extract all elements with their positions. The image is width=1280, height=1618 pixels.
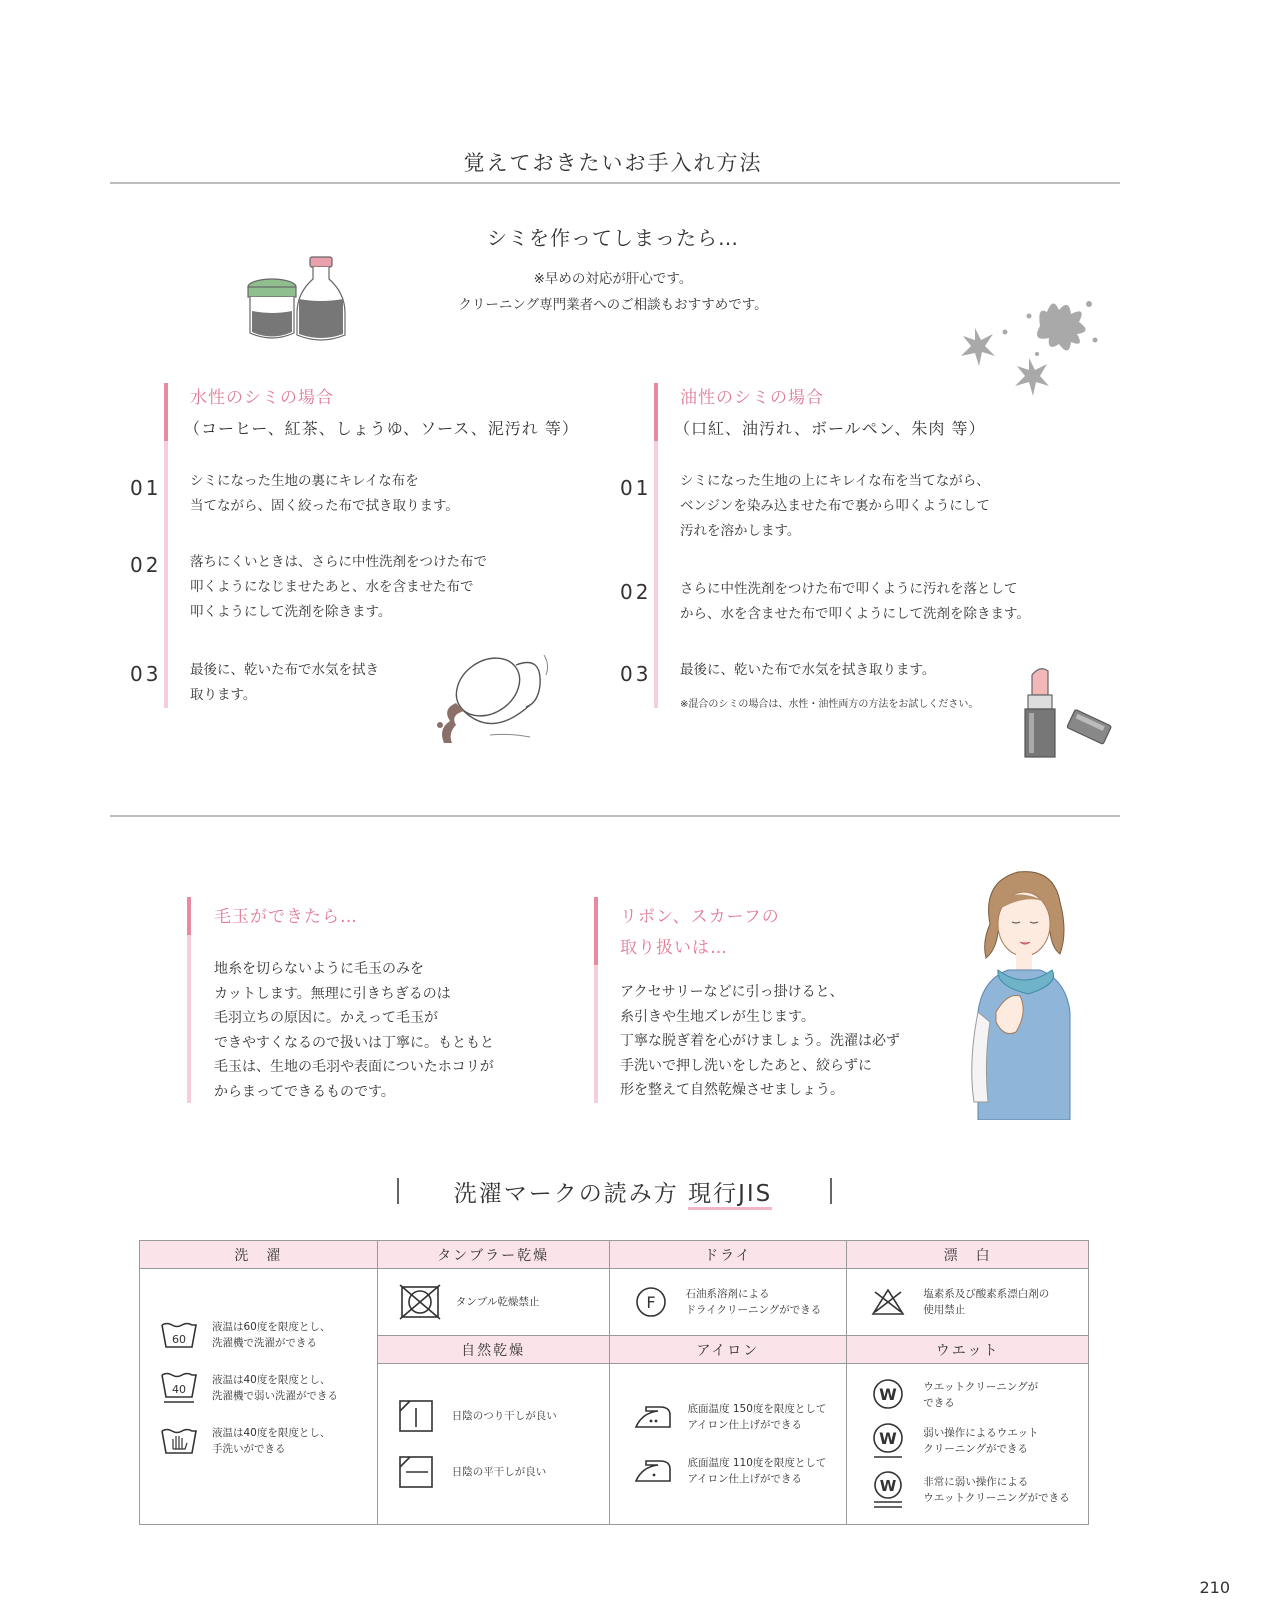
dry-item [634, 1285, 846, 1319]
spilled-cup-illustration [430, 645, 560, 745]
iron-label [688, 1455, 827, 1487]
ribbon-text [620, 980, 900, 1103]
wet-label [923, 1474, 1069, 1506]
no-tumble-dry-icon [398, 1284, 442, 1320]
stain-intro-line-1: ※早めの対応が肝心です。 [533, 271, 693, 287]
wash-60-icon [160, 1321, 198, 1349]
natural-dry-item [398, 1455, 608, 1489]
label-line: ウエットクリーニングが [923, 1381, 1039, 1393]
tumble-cell [377, 1269, 609, 1336]
wet-label [923, 1379, 1038, 1411]
wet-clean-mild-icon [871, 1422, 905, 1460]
oil-step-number: 01 [620, 476, 652, 500]
dry-clean-f-icon [634, 1285, 668, 1319]
ribbon-column-bar [594, 897, 598, 1103]
splash-illustration [945, 276, 1115, 406]
iron-label [688, 1401, 827, 1433]
jis-title-bar-right [830, 1178, 832, 1204]
ribbon-heading [620, 902, 780, 964]
step-line: ベンジンを染み込ませた布で裏から叩くようにして [680, 498, 990, 514]
ribbon-heading-line: リボン、スカーフの [620, 907, 780, 927]
step-line: 最後に、乾いた布で水気を拭き [190, 662, 379, 678]
natural-dry-cell [377, 1364, 609, 1525]
label-line: 液温は40度を限度とし、 [212, 1374, 331, 1386]
text-line: 毛羽立ちの原因に。かえって毛玉が [214, 1010, 438, 1026]
step-line: 最後に、乾いた布で水気を拭き取ります。 [680, 662, 936, 678]
wet-cell [847, 1364, 1089, 1525]
oil-step-number: 03 [620, 662, 652, 686]
text-line: 形を整えて自然乾燥させましょう。 [620, 1082, 844, 1098]
oil-stain-examples: （口紅、油汚れ、ボールペン、朱肉 等） [674, 419, 986, 438]
step-line: 汚れを溶かします。 [680, 523, 801, 539]
label-line: 底面温度 150度を限度として [687, 1403, 827, 1415]
wet-item [871, 1378, 1087, 1412]
page-title: 覚えておきたいお手入れ方法 [463, 151, 763, 175]
oil-column-bar [654, 383, 658, 708]
wash-item [160, 1319, 377, 1351]
no-bleach-icon [871, 1288, 905, 1316]
label-line: 塩素系及び酸素系漂白剤の [923, 1288, 1050, 1300]
jars-illustration [243, 253, 353, 345]
step-line: 落ちにくいときは、さらに中性洗剤をつけた布で [190, 554, 487, 570]
dry-letter: F [645, 1293, 656, 1312]
dry-cell [609, 1269, 847, 1336]
natural-dry-item [398, 1399, 608, 1433]
wet-letter: W [879, 1477, 897, 1495]
line-dry-shade-icon [398, 1399, 434, 1433]
stain-section-title: シミを作ってしまったら… [487, 226, 739, 250]
oil-step-3 [680, 658, 935, 683]
mixed-stain-note: ※混合のシミの場合は、水性・油性両方の方法をお試しください。 [680, 699, 979, 710]
label-line: 非常に弱い操作による [923, 1476, 1029, 1488]
header-natural-dry: 自然乾燥 [377, 1336, 609, 1364]
label-line: 液温は40度を限度とし、 [212, 1427, 331, 1439]
step-line: 当てながら、固く絞った布で拭き取ります。 [190, 498, 459, 514]
title-divider [110, 182, 1120, 184]
section-divider [110, 815, 1120, 817]
wet-item [871, 1470, 1087, 1510]
oil-step-1 [680, 469, 990, 544]
text-line: 毛玉は、生地の毛羽や表面についたホコリが [214, 1059, 494, 1075]
iron-110-icon [634, 1457, 672, 1485]
bleach-item [871, 1286, 1087, 1318]
header-dry: ドライ [609, 1241, 847, 1269]
label-line: アイロン仕上げができる [687, 1419, 803, 1431]
oil-step-number: 02 [620, 580, 652, 604]
water-step-number: 03 [130, 662, 162, 686]
jis-title-highlight: 現行JIS [688, 1181, 772, 1210]
wash-40-gentle-icon [160, 1371, 198, 1405]
wet-clean-very-mild-icon [871, 1470, 905, 1510]
label-line: 洗濯機で弱い洗濯ができる [212, 1390, 338, 1402]
hand-wash-icon [160, 1427, 198, 1455]
label-line: 石油系溶剤による [685, 1288, 770, 1300]
wet-item [871, 1422, 1087, 1460]
water-step-2 [190, 550, 487, 625]
page-number: 210 [1199, 1578, 1230, 1597]
wash-temp-label: 40 [172, 1383, 186, 1396]
care-label-table [139, 1240, 1089, 1525]
flat-dry-shade-icon [398, 1455, 434, 1489]
header-bleach: 漂 白 [847, 1241, 1089, 1269]
label-line: ドライクリーニングができる [685, 1304, 822, 1316]
water-step-3 [190, 658, 379, 708]
stain-intro-line-2: クリーニング専門業者へのご相談もおすすめです。 [458, 297, 768, 313]
step-line: シミになった生地の裏にキレイな布を [190, 473, 419, 489]
pilling-column-bar [187, 897, 191, 1103]
lipstick-illustration [1020, 665, 1115, 765]
text-line: 丁寧な脱ぎ着を心がけましょう。洗濯は必ず [620, 1033, 900, 1049]
water-step-number: 01 [130, 476, 162, 500]
natural-dry-label: 日陰の平干しが良い [451, 1466, 547, 1478]
label-line: 洗濯機で洗濯ができる [212, 1337, 317, 1349]
wet-clean-icon [871, 1378, 905, 1412]
wash-temp-label: 60 [172, 1333, 186, 1346]
text-line: 糸引きや生地ズレが生じます。 [620, 1008, 815, 1025]
text-line: カットします。無理に引きちぎるのは [214, 985, 451, 1002]
wash-cell [140, 1269, 378, 1525]
label-line: ウエットクリーニングができる [923, 1492, 1070, 1504]
step-line: さらに中性洗剤をつけた布で叩くように汚れを落として [680, 581, 1018, 597]
wash-label [212, 1425, 330, 1457]
dry-label [686, 1286, 822, 1318]
water-column-bar [164, 383, 168, 708]
label-line: アイロン仕上げができる [687, 1473, 803, 1485]
iron-cell [609, 1364, 847, 1525]
wash-label [212, 1319, 330, 1351]
wash-item [160, 1371, 377, 1405]
text-line: 手洗いで押し洗いをしたあと、絞らずに [620, 1057, 872, 1074]
ribbon-heading-line: 取り扱いは… [620, 938, 728, 958]
header-wash: 洗 濯 [140, 1241, 378, 1269]
iron-item [634, 1455, 846, 1487]
wet-letter: W [879, 1429, 898, 1448]
text-line: できやすくなるので扱いは丁寧に。もともと [214, 1034, 494, 1051]
label-line: できる [923, 1397, 955, 1409]
text-line: アクセサリーなどに引っ掛けると、 [620, 984, 844, 1000]
text-line: からまってできるものです。 [214, 1083, 395, 1100]
step-line: から、水を含ませた布で叩くようにして洗剤を除きます。 [680, 606, 1030, 622]
natural-dry-label: 日陰のつり干しが良い [451, 1410, 557, 1422]
label-line: クリーニングができる [923, 1443, 1029, 1455]
bleach-cell [847, 1269, 1089, 1336]
bleach-label [923, 1286, 1049, 1318]
wash-label [212, 1372, 338, 1404]
wash-item [160, 1425, 377, 1457]
label-line: 液温は60度を限度とし、 [212, 1321, 331, 1333]
iron-150-icon [634, 1403, 672, 1431]
oil-stain-heading: 油性のシミの場合 [680, 388, 824, 408]
pilling-text [214, 957, 494, 1104]
text-line: 地糸を切らないように毛玉のみを [214, 961, 424, 977]
tumble-item [398, 1284, 608, 1320]
label-line: 底面温度 110度を限度として [687, 1457, 827, 1469]
step-line: 叩くようにして洗剤を除きます。 [190, 604, 392, 620]
tumble-label: タンブル乾燥禁止 [455, 1296, 540, 1308]
header-wet: ウエット [847, 1336, 1089, 1364]
water-stain-heading: 水性のシミの場合 [190, 388, 334, 408]
step-line: 叩くようになじませたあと、水を含ませた布で [190, 579, 474, 595]
iron-item [634, 1401, 846, 1433]
woman-with-scarf-illustration [968, 862, 1080, 1120]
wet-letter: W [879, 1385, 898, 1404]
pilling-heading: 毛玉ができたら… [214, 907, 358, 927]
jis-title [0, 1175, 1226, 1208]
step-line: シミになった生地の上にキレイな布を当てながら、 [680, 473, 990, 489]
oil-step-2 [680, 577, 1030, 627]
water-stain-examples: （コーヒー、紅茶、しょうゆ、ソース、泥汚れ 等） [184, 419, 579, 438]
label-line: 手洗いができる [212, 1443, 286, 1455]
jis-title-main: 洗濯マークの読み方 [453, 1181, 679, 1207]
header-tumble: タンブラー乾燥 [377, 1241, 609, 1269]
wet-label [923, 1425, 1038, 1457]
water-step-number: 02 [130, 553, 162, 577]
water-step-1 [190, 469, 459, 519]
label-line: 使用禁止 [923, 1304, 966, 1316]
header-iron: アイロン [609, 1336, 847, 1364]
step-line: 取ります。 [190, 687, 257, 703]
label-line: 弱い操作によるウエット [923, 1427, 1039, 1439]
